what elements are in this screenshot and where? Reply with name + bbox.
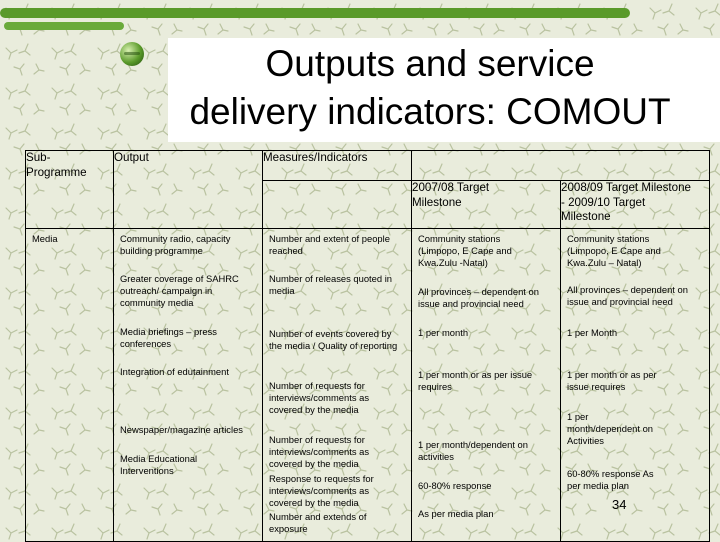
output-item: Newspaper/magazine articles xyxy=(120,424,243,435)
target-2008-item: 60-80% response As per media plan xyxy=(567,468,654,492)
top-accent-bar xyxy=(0,8,630,18)
measure-item: Number of requests for interviews/comments as covered by the media xyxy=(269,380,370,416)
header-sub-programme: Sub-Programme xyxy=(26,151,114,229)
globe-icon xyxy=(120,42,144,66)
measure-item: Number of events covered by the media / Quality of reporting xyxy=(269,328,398,352)
target-2008-item: 1 per Month xyxy=(567,327,618,338)
target-2007-cell xyxy=(412,229,561,542)
header-target-2008: 2008/09 Target Milestone - 2009/10 Target Milestone xyxy=(561,181,710,229)
header-output: Output xyxy=(114,151,263,229)
output-cell xyxy=(114,229,263,542)
target-2007-item: As per media plan xyxy=(418,508,494,519)
indicators-table xyxy=(25,150,710,542)
measure-item: Number of requests for interviews/comments as covered by the media xyxy=(269,434,370,470)
output-item: Media Educational Interventions xyxy=(120,453,198,477)
target-2007-item: 1 per month xyxy=(418,327,469,338)
output-item: Media briefings – press conferences xyxy=(120,326,217,350)
measures-cell xyxy=(263,229,412,542)
target-2007-item: 60-80% response xyxy=(418,480,492,491)
output-item: Greater coverage of SAHRC outreach/ campaign in community media xyxy=(120,273,239,309)
sub-programme-cell xyxy=(26,229,114,542)
header-measures: Measures/Indicators xyxy=(263,151,412,181)
title-line-2: delivery indicators: COMOUT xyxy=(189,91,671,132)
header-measures-continued xyxy=(263,181,412,229)
target-2008-cell xyxy=(561,229,710,542)
top-accent-bar-short xyxy=(4,22,124,30)
sub-programme-value: Media xyxy=(32,233,58,244)
measure-item: Number and extent of people reached xyxy=(269,233,390,257)
header-empty xyxy=(412,151,710,181)
output-item: Integration of edutainment xyxy=(120,366,229,377)
measure-item: Number and extends of exposure xyxy=(269,511,367,535)
target-2008-item: All provinces – dependent on issue and provincial need xyxy=(567,284,688,308)
target-2008-item: 1 per month/dependent on Activities xyxy=(567,411,654,447)
target-2007-item: 1 per month/dependent on activities xyxy=(418,439,528,463)
slide-title xyxy=(150,40,710,136)
target-2008-item: 1 per month or as per issue requires xyxy=(567,369,657,393)
output-item: Community radio, capacity building programme xyxy=(120,233,231,257)
header-target-2007: 2007/08 Target Milestone xyxy=(412,181,561,229)
target-2008-item: Community stations (Limpopo, E Cape and Kwa.Zulu – Natal) xyxy=(567,233,661,269)
target-2007-item: Community stations (Limpopo, E Cape and Kwa.Zulu -Natal) xyxy=(418,233,512,269)
measure-item: Response to requests for interviews/comments as covered by the media xyxy=(269,473,374,509)
target-2007-item: All provinces – dependent on issue and provincial need xyxy=(418,286,539,310)
measure-item: Number of releases quoted in media xyxy=(269,273,392,297)
page-number: 34 xyxy=(612,497,627,512)
target-2007-item: 1 per month or as per issue requires xyxy=(418,369,533,393)
title-line-1: Outputs and service xyxy=(265,43,595,84)
